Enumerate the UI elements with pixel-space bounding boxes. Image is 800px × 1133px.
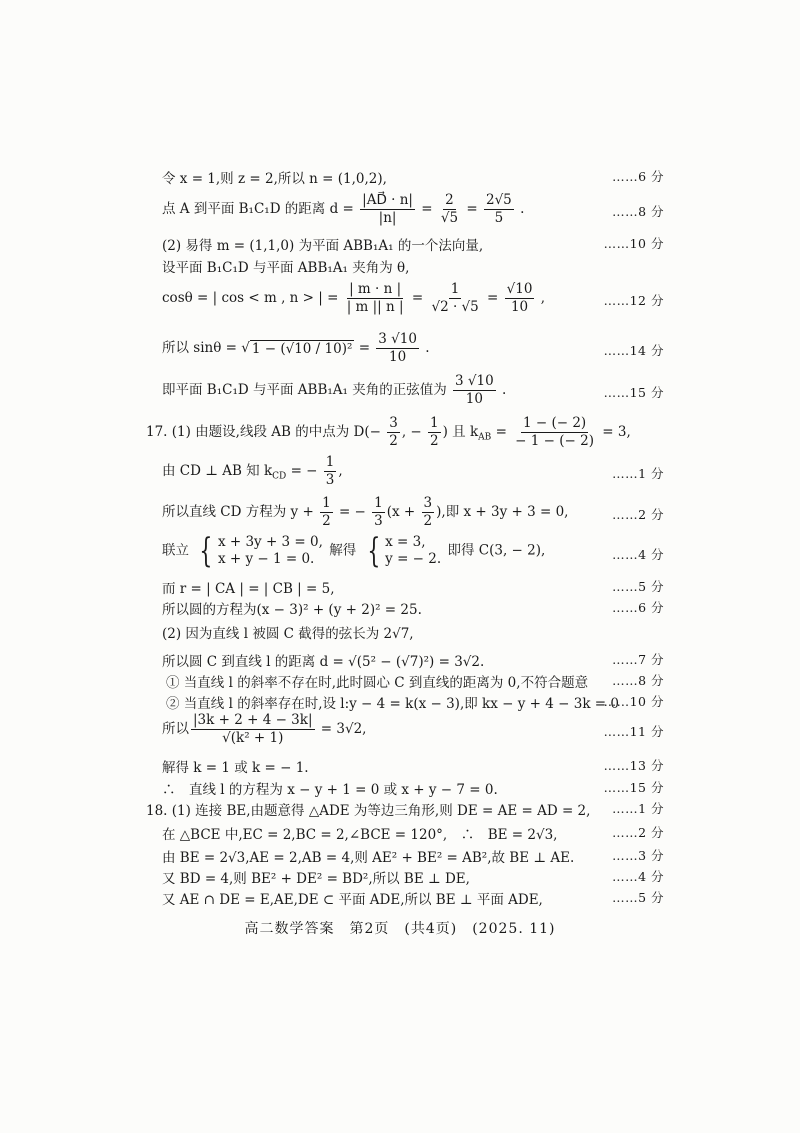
fraction <box>453 374 496 407</box>
line-22 <box>0 848 800 866</box>
line-24 <box>0 890 800 908</box>
solution-text: ② 当直线 l 的斜率存在时,设 l:y − 4 = k(x − 3),即 kx − y + 4 − 3k = 0 <box>166 696 619 712</box>
line-2 <box>0 236 800 254</box>
formula-text: ),即 x + 3y + 3 = 0, <box>436 503 569 520</box>
brace-icon: { <box>199 531 213 571</box>
fraction <box>429 282 480 315</box>
system-block <box>195 531 323 571</box>
denominator: 5 <box>494 209 504 226</box>
equation-system <box>162 531 546 571</box>
solution-text: 又 BD = 4,则 BE² + DE² = BD²,所以 BE ⊥ DE, <box>162 871 470 887</box>
solution-text: 又 AE ∩ DE = E,AE,DE ⊂ 平面 ADE,所以 BE ⊥ 平面 ADE, <box>162 892 543 908</box>
line-20 <box>0 801 800 819</box>
solution-text: 在 △BCE 中,EC = 2,BC = 2,∠BCE = 120°, ∴ BE = 2√3, <box>162 827 558 843</box>
score-mark: ……4 分 <box>612 869 664 884</box>
numerator: 1 <box>450 281 460 297</box>
numerator: 2√5 <box>485 192 512 208</box>
line-6 <box>0 373 800 407</box>
line-16 <box>0 694 800 712</box>
numerator: 3 √10 <box>378 331 417 347</box>
denominator: 3 <box>374 512 383 529</box>
numerator: |AD⃗ · n| <box>362 192 413 208</box>
denominator: 10 <box>510 298 529 315</box>
solution-text: 设平面 B₁C₁D 与平面 ABB₁A₁ 夹角为 θ, <box>162 260 410 276</box>
numerator: 1 <box>374 495 383 511</box>
formula-text: = <box>358 339 370 356</box>
solution-text: ∴ 直线 l 的方程为 x − y + 1 = 0 或 x + y − 7 = 0. <box>162 782 498 798</box>
fraction <box>439 193 460 226</box>
line-15 <box>0 673 800 691</box>
formula-text: 即平面 B₁C₁D 与平面 ABB₁A₁ 夹角的正弦值为 <box>162 381 447 398</box>
score-mark: ……2 分 <box>612 825 664 840</box>
line-11 <box>0 579 800 597</box>
line-18 <box>0 758 800 776</box>
fraction <box>372 496 385 529</box>
line-10 <box>0 531 800 571</box>
k-equation <box>162 713 366 746</box>
formula-text: . <box>502 381 507 398</box>
formula-text: = <box>466 200 478 217</box>
formula-text: . <box>520 200 525 217</box>
system-block <box>363 531 442 571</box>
denominator: − 1 − (− 2) <box>515 432 594 449</box>
formula-text: = <box>495 423 507 440</box>
solution-text: 18. (1) 连接 BE,由题意得 △ADE 为等边三角形,则 DE = AE = AD = 2, <box>146 803 591 819</box>
formula-text: = − <box>290 462 318 479</box>
system-row: y = − 2. <box>385 551 442 567</box>
line-0 <box>0 169 800 187</box>
numerator: |3k + 2 + 4 − 3k| <box>193 712 313 728</box>
fraction <box>505 282 535 315</box>
fraction <box>360 193 415 226</box>
formula-text: 所以 sinθ = √ <box>162 339 250 356</box>
formula-text: 解得 <box>329 542 357 559</box>
formula-text: 点 A 到平面 B₁C₁D 的距离 d = <box>162 200 354 217</box>
formula-text: = <box>411 289 424 306</box>
formula-text: 所以直线 CD 方程为 y + <box>162 503 314 520</box>
denominator: 2 <box>322 512 331 529</box>
denominator: 2 <box>389 432 398 449</box>
fraction <box>422 496 435 529</box>
score-mark: ……11 分 <box>603 724 664 739</box>
formula-text: 联立 <box>162 542 189 559</box>
fraction <box>387 416 400 449</box>
formula-text: 17. (1) 由题设,线段 AB 的中点为 D(− <box>146 423 381 440</box>
line-8 <box>0 454 800 488</box>
distance-formula <box>162 193 524 226</box>
solution-text: (2) 易得 m = (1,1,0) 为平面 ABB₁A₁ 的一个法向量, <box>162 238 484 254</box>
numerator: 1 <box>430 415 439 431</box>
score-mark: ……3 分 <box>612 848 664 863</box>
sin-formula <box>162 332 430 365</box>
score-mark: ……6 分 <box>612 169 664 184</box>
formula-text: ) 且 k <box>442 423 479 440</box>
line-21 <box>0 825 800 843</box>
solution-text: 所以圆 C 到直线 l 的距离 d = √(5² − (√7)²) = 3√2. <box>162 654 485 670</box>
subscript: AB <box>478 432 492 443</box>
sine-value <box>162 374 506 407</box>
denominator: √5 <box>440 209 459 226</box>
score-mark: ……4 分 <box>612 547 664 562</box>
formula-text: , <box>540 289 546 306</box>
numerator: 2 <box>445 192 454 208</box>
numerator: 1 <box>325 454 335 470</box>
line-17 <box>0 712 800 746</box>
numerator: 3 √10 <box>455 373 494 389</box>
formula-text: 所以 <box>162 720 189 737</box>
score-mark: ……6 分 <box>612 600 664 615</box>
score-mark: ……5 分 <box>612 890 664 905</box>
score-mark: ……7 分 <box>612 652 664 667</box>
denominator: √2 · √5 <box>431 298 479 315</box>
system-row: x + y − 1 = 0. <box>217 551 315 567</box>
fraction <box>345 282 406 315</box>
score-mark: ……8 分 <box>612 204 664 219</box>
formula-text: = 3, <box>602 423 631 440</box>
formula-text: . <box>425 339 430 356</box>
score-mark: ……8 分 <box>612 673 664 688</box>
fraction <box>513 416 596 449</box>
score-mark: ……15 分 <box>603 385 664 400</box>
fraction <box>191 713 315 746</box>
numerator: 1 <box>322 495 331 511</box>
denominator: 10 <box>465 390 483 407</box>
solution-text: 由 BE = 2√3,AE = 2,AB = 4,则 AE² + BE² = AB²,故 BE ⊥ AE. <box>162 850 575 866</box>
denominator: 3 <box>325 471 335 488</box>
formula-text: = <box>421 200 433 217</box>
cd-equation <box>162 496 568 529</box>
formula-text: = 3√2, <box>320 720 367 737</box>
numerator: | m · n | <box>349 281 402 297</box>
formula-text: = − <box>338 503 366 520</box>
fraction <box>428 416 441 449</box>
solution-text: ① 当直线 l 的斜率不存在时,此时圆心 C 到直线的距离为 0,不符合题意 <box>166 675 589 691</box>
score-mark: ……5 分 <box>612 579 664 594</box>
radical: 1 − (√10 / 10)² <box>251 340 353 357</box>
denominator: √(k² + 1) <box>222 729 284 746</box>
fraction <box>484 193 514 226</box>
score-mark: ……15 分 <box>603 780 664 795</box>
fraction <box>324 455 337 488</box>
line-7 <box>0 415 800 449</box>
page-footer: 高二数学答案 第2页 (共4页) (2025. 11) <box>244 921 556 937</box>
numerator: 3 <box>389 415 398 431</box>
score-mark: ……10 分 <box>603 694 664 709</box>
line-5 <box>0 331 800 365</box>
solution-text: 解得 k = 1 或 k = − 1. <box>162 760 309 776</box>
score-mark: ……13 分 <box>603 758 664 773</box>
fraction <box>376 332 419 365</box>
score-mark: ……14 分 <box>603 343 664 358</box>
numerator: 3 <box>423 495 433 511</box>
denominator: 10 <box>389 348 407 365</box>
line-14 <box>0 652 800 670</box>
line-19 <box>0 780 800 798</box>
score-mark: ……10 分 <box>603 236 664 251</box>
system-row: x = 3, <box>385 534 426 551</box>
fraction <box>320 496 333 529</box>
score-mark: ……1 分 <box>612 466 664 481</box>
solution-text: 所以圆的方程为(x − 3)² + (y + 2)² = 25. <box>162 602 422 618</box>
line-3 <box>0 260 800 276</box>
line-12 <box>0 600 800 618</box>
score-mark: ……1 分 <box>612 801 664 816</box>
solution-text: (2) 因为直线 l 被圆 C 截得的弦长为 2√7, <box>162 626 414 642</box>
formula-text: cosθ = | cos < m , n > | = <box>162 289 339 306</box>
formula-text: 由 CD ⊥ AB 知 k <box>162 462 273 479</box>
line-13 <box>0 626 800 642</box>
subscript: CD <box>272 471 287 482</box>
formula-text: 即得 C(3, − 2), <box>447 542 546 559</box>
denominator: |n| <box>378 209 397 226</box>
score-mark: ……12 分 <box>603 293 664 308</box>
numerator: √10 <box>506 281 533 297</box>
line-9 <box>0 495 800 529</box>
cos-formula <box>162 282 545 315</box>
denominator: 2 <box>423 512 433 529</box>
solution-text: 令 x = 1,则 z = 2,所以 n = (1,0,2), <box>162 171 387 187</box>
formula-text: = <box>487 289 499 306</box>
line-23 <box>0 869 800 887</box>
system-row: x + 3y + 3 = 0, <box>217 534 323 551</box>
slope-cd <box>162 455 343 488</box>
score-mark: ……2 分 <box>612 507 664 522</box>
denominator: | m || n | <box>346 298 404 315</box>
formula-text: (x + <box>386 503 416 520</box>
numerator: 1 − (− 2) <box>522 415 587 431</box>
brace-icon: { <box>366 531 380 571</box>
formula-text: , <box>338 462 343 479</box>
formula-text: , − <box>401 423 422 440</box>
solution-text: 而 r = | CA | = | CB | = 5, <box>162 581 335 597</box>
denominator: 2 <box>430 432 439 449</box>
question-17-header <box>146 416 631 449</box>
